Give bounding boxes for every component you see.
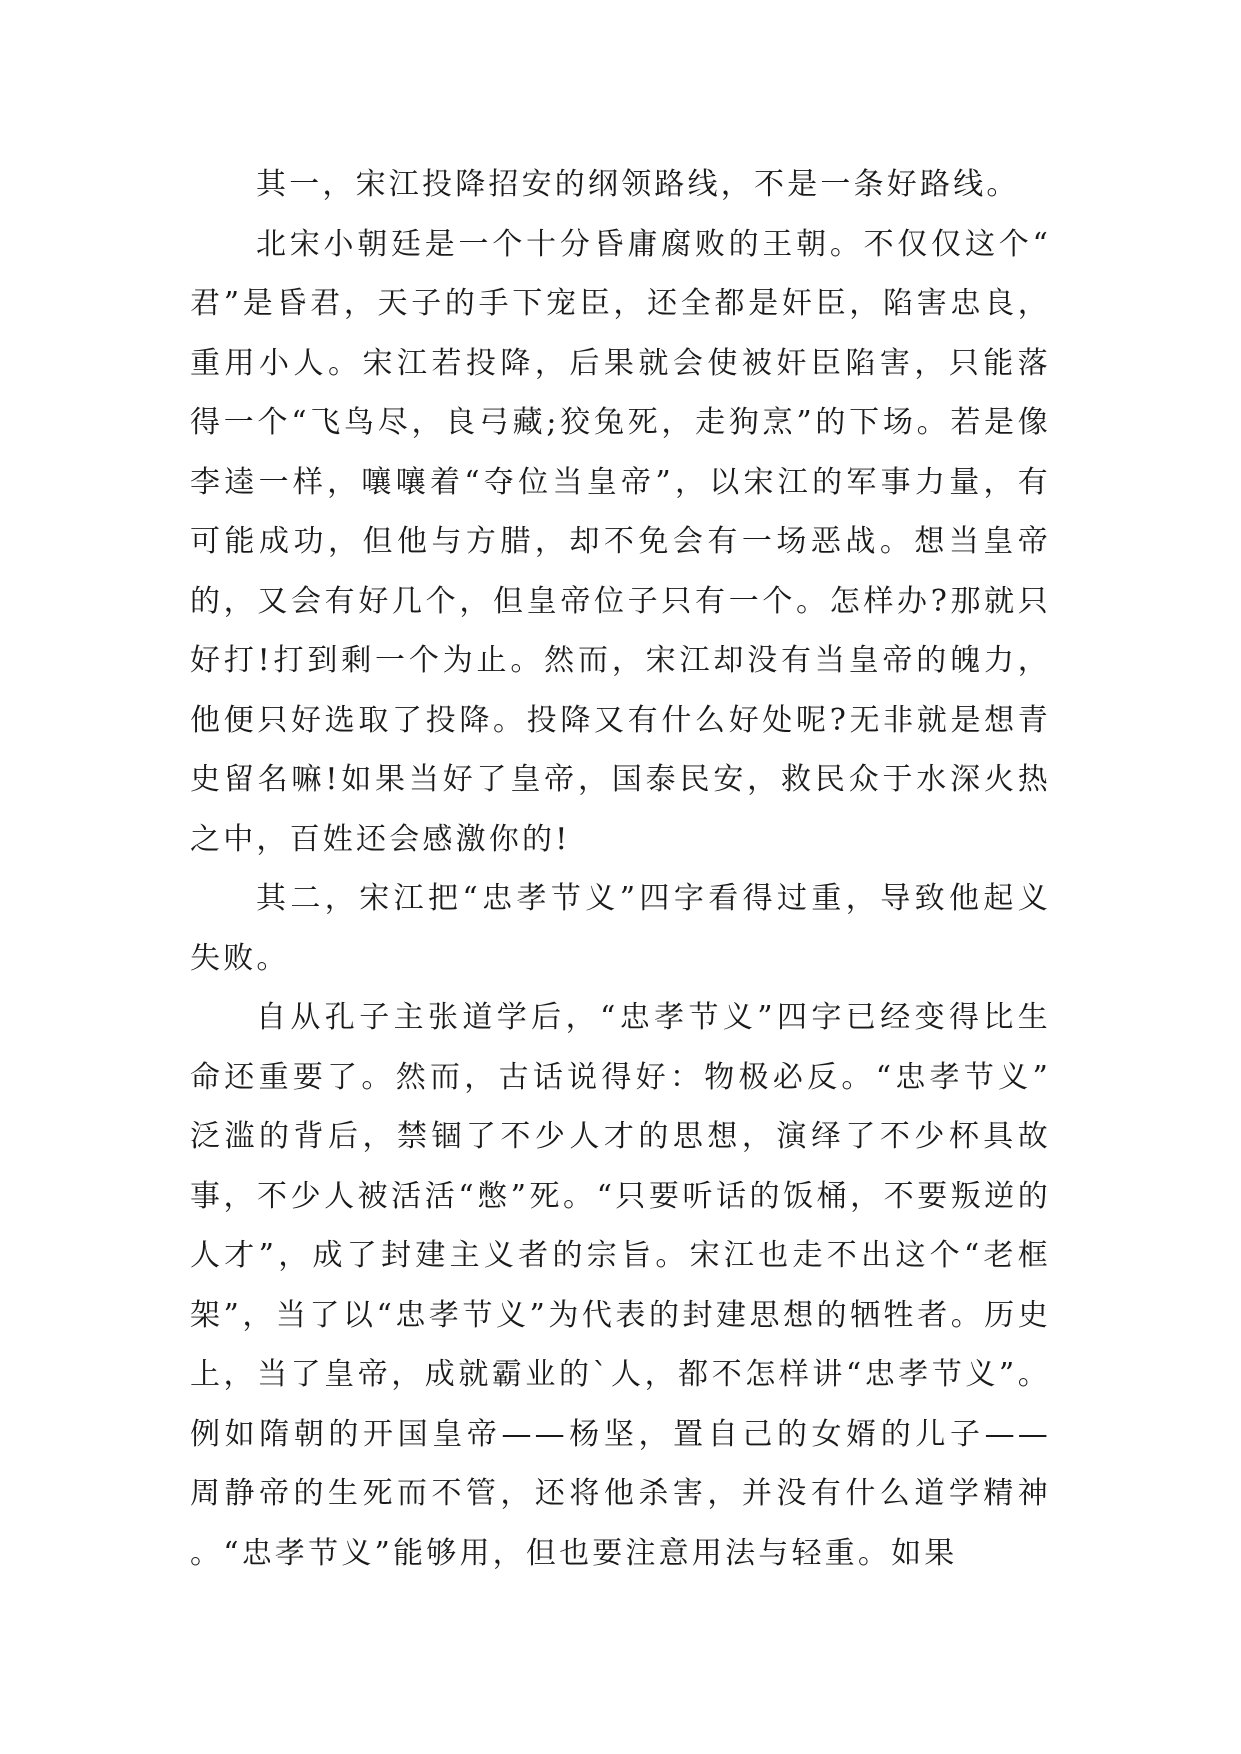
paragraph-heading-2: 其二，宋江把“忠孝节义”四字看得过重，导致他起义失败。 bbox=[190, 881, 1051, 976]
document-page bbox=[190, 155, 1051, 1583]
paragraph-body-1: 北宋小朝廷是一个十分昏庸腐败的王朝。不仅仅这个“君”是昏君，天子的手下宠臣，还全都是奸臣，陷害忠良，重用小人。宋江若投降，后果就会使被奸臣陷害，只能落得一个“飞鸟尽，良弓藏;狡兔死，走狗烹”的下场。若是像李逵一样，嚷嚷着“夺位当皇帝”，以宋江的军事力量，有可能成功，但他与方腊，却不免会有一场恶战。想当皇帝的，又会有好几个，但皇帝位子只有一个。怎样办?那就只好打!打到剩一个为止。然而，宋江却没有当皇帝的魄力，他便只好选取了投降。投降又有什么好处呢?无非就是想青史留名嘛!如果当好了皇帝，国泰民安，救民众于水深火热之中，百姓还会感激你的! bbox=[190, 226, 1051, 857]
paragraph-heading-1: 其一，宋江投降招安的纲领路线，不是一条好路线。 bbox=[256, 167, 1020, 202]
paragraph-body-2: 自从孔子主张道学后，“忠孝节义”四字已经变得比生命还重要了。然而，古话说得好：物极必反。“忠孝节义”泛滥的背后，禁锢了不少人才的思想，演绎了不少杯具故事，不少人被活活“憋”死。“只要听话的饭桶，不要叛逆的人才”，成了封建主义者的宗旨。宋江也走不出这个“老框架”，当了以“忠孝节义”为代表的封建思想的牺牲者。历史上，当了皇帝，成就霸业的`人，都不怎样讲“忠孝节义”。例如隋朝的开国皇帝——杨坚，置自己的女婿的儿子——周静帝的生死而不管，还将他杀害，并没有什么道学精神。“忠孝节义”能够用，但也要注意用法与轻重。如果 bbox=[190, 1000, 1051, 1571]
